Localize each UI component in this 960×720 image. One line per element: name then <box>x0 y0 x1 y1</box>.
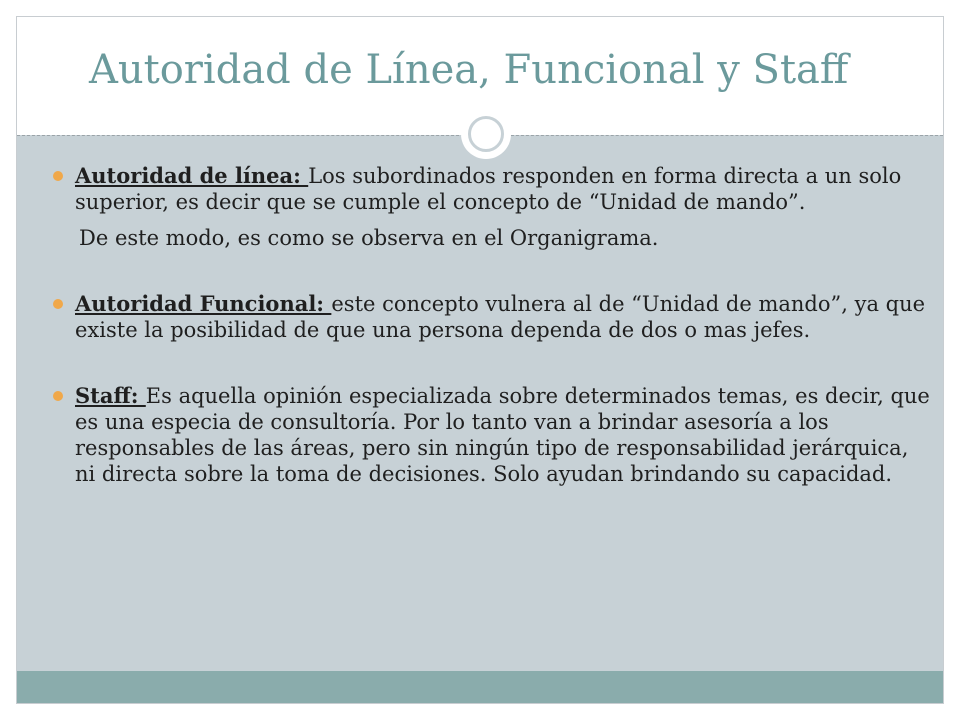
bullet-text: Los subordinados responden en forma directa a un solo superior, es decir que se cumple el concepto de “Unidad de mando”. <box>75 164 902 214</box>
bullet-autoridad-linea <box>53 163 933 215</box>
bullet-dot-icon <box>53 299 63 309</box>
bullet-text: Es aquella opinión especializada sobre determinados temas, es decir, que es una especia de consultoría. Por lo tanto van a brindar asesoría a los responsables de las áreas, pero sin ningún tipo de responsabilidad jerárquica, ni directa sobre la toma de decisiones. Solo ayudan brindando su capacidad. <box>75 384 930 486</box>
bullet-continuation <box>53 225 933 251</box>
bullet-text: este concepto vulnera al de “Unidad de mando”, ya que existe la posibilidad de que una persona dependa de dos o mas jefes. <box>75 292 926 342</box>
bullet-dot-icon <box>53 391 63 401</box>
continuation-text: De este modo, es como se observa en el Organigrama. <box>79 226 659 250</box>
bullet-list <box>53 163 933 487</box>
bullet-staff <box>53 383 933 487</box>
bullet-term: Autoridad de línea: <box>75 163 309 188</box>
bullet-term: Staff: <box>75 383 146 408</box>
bullet-autoridad-funcional <box>53 291 933 343</box>
slide-title: Autoridad de Línea, Funcional y Staff <box>89 47 849 93</box>
footer-band <box>17 671 943 704</box>
decorative-circle-icon <box>461 109 511 159</box>
bullet-dot-icon <box>53 171 63 181</box>
bullet-term: Autoridad Funcional: <box>75 291 332 316</box>
slide <box>16 16 944 704</box>
